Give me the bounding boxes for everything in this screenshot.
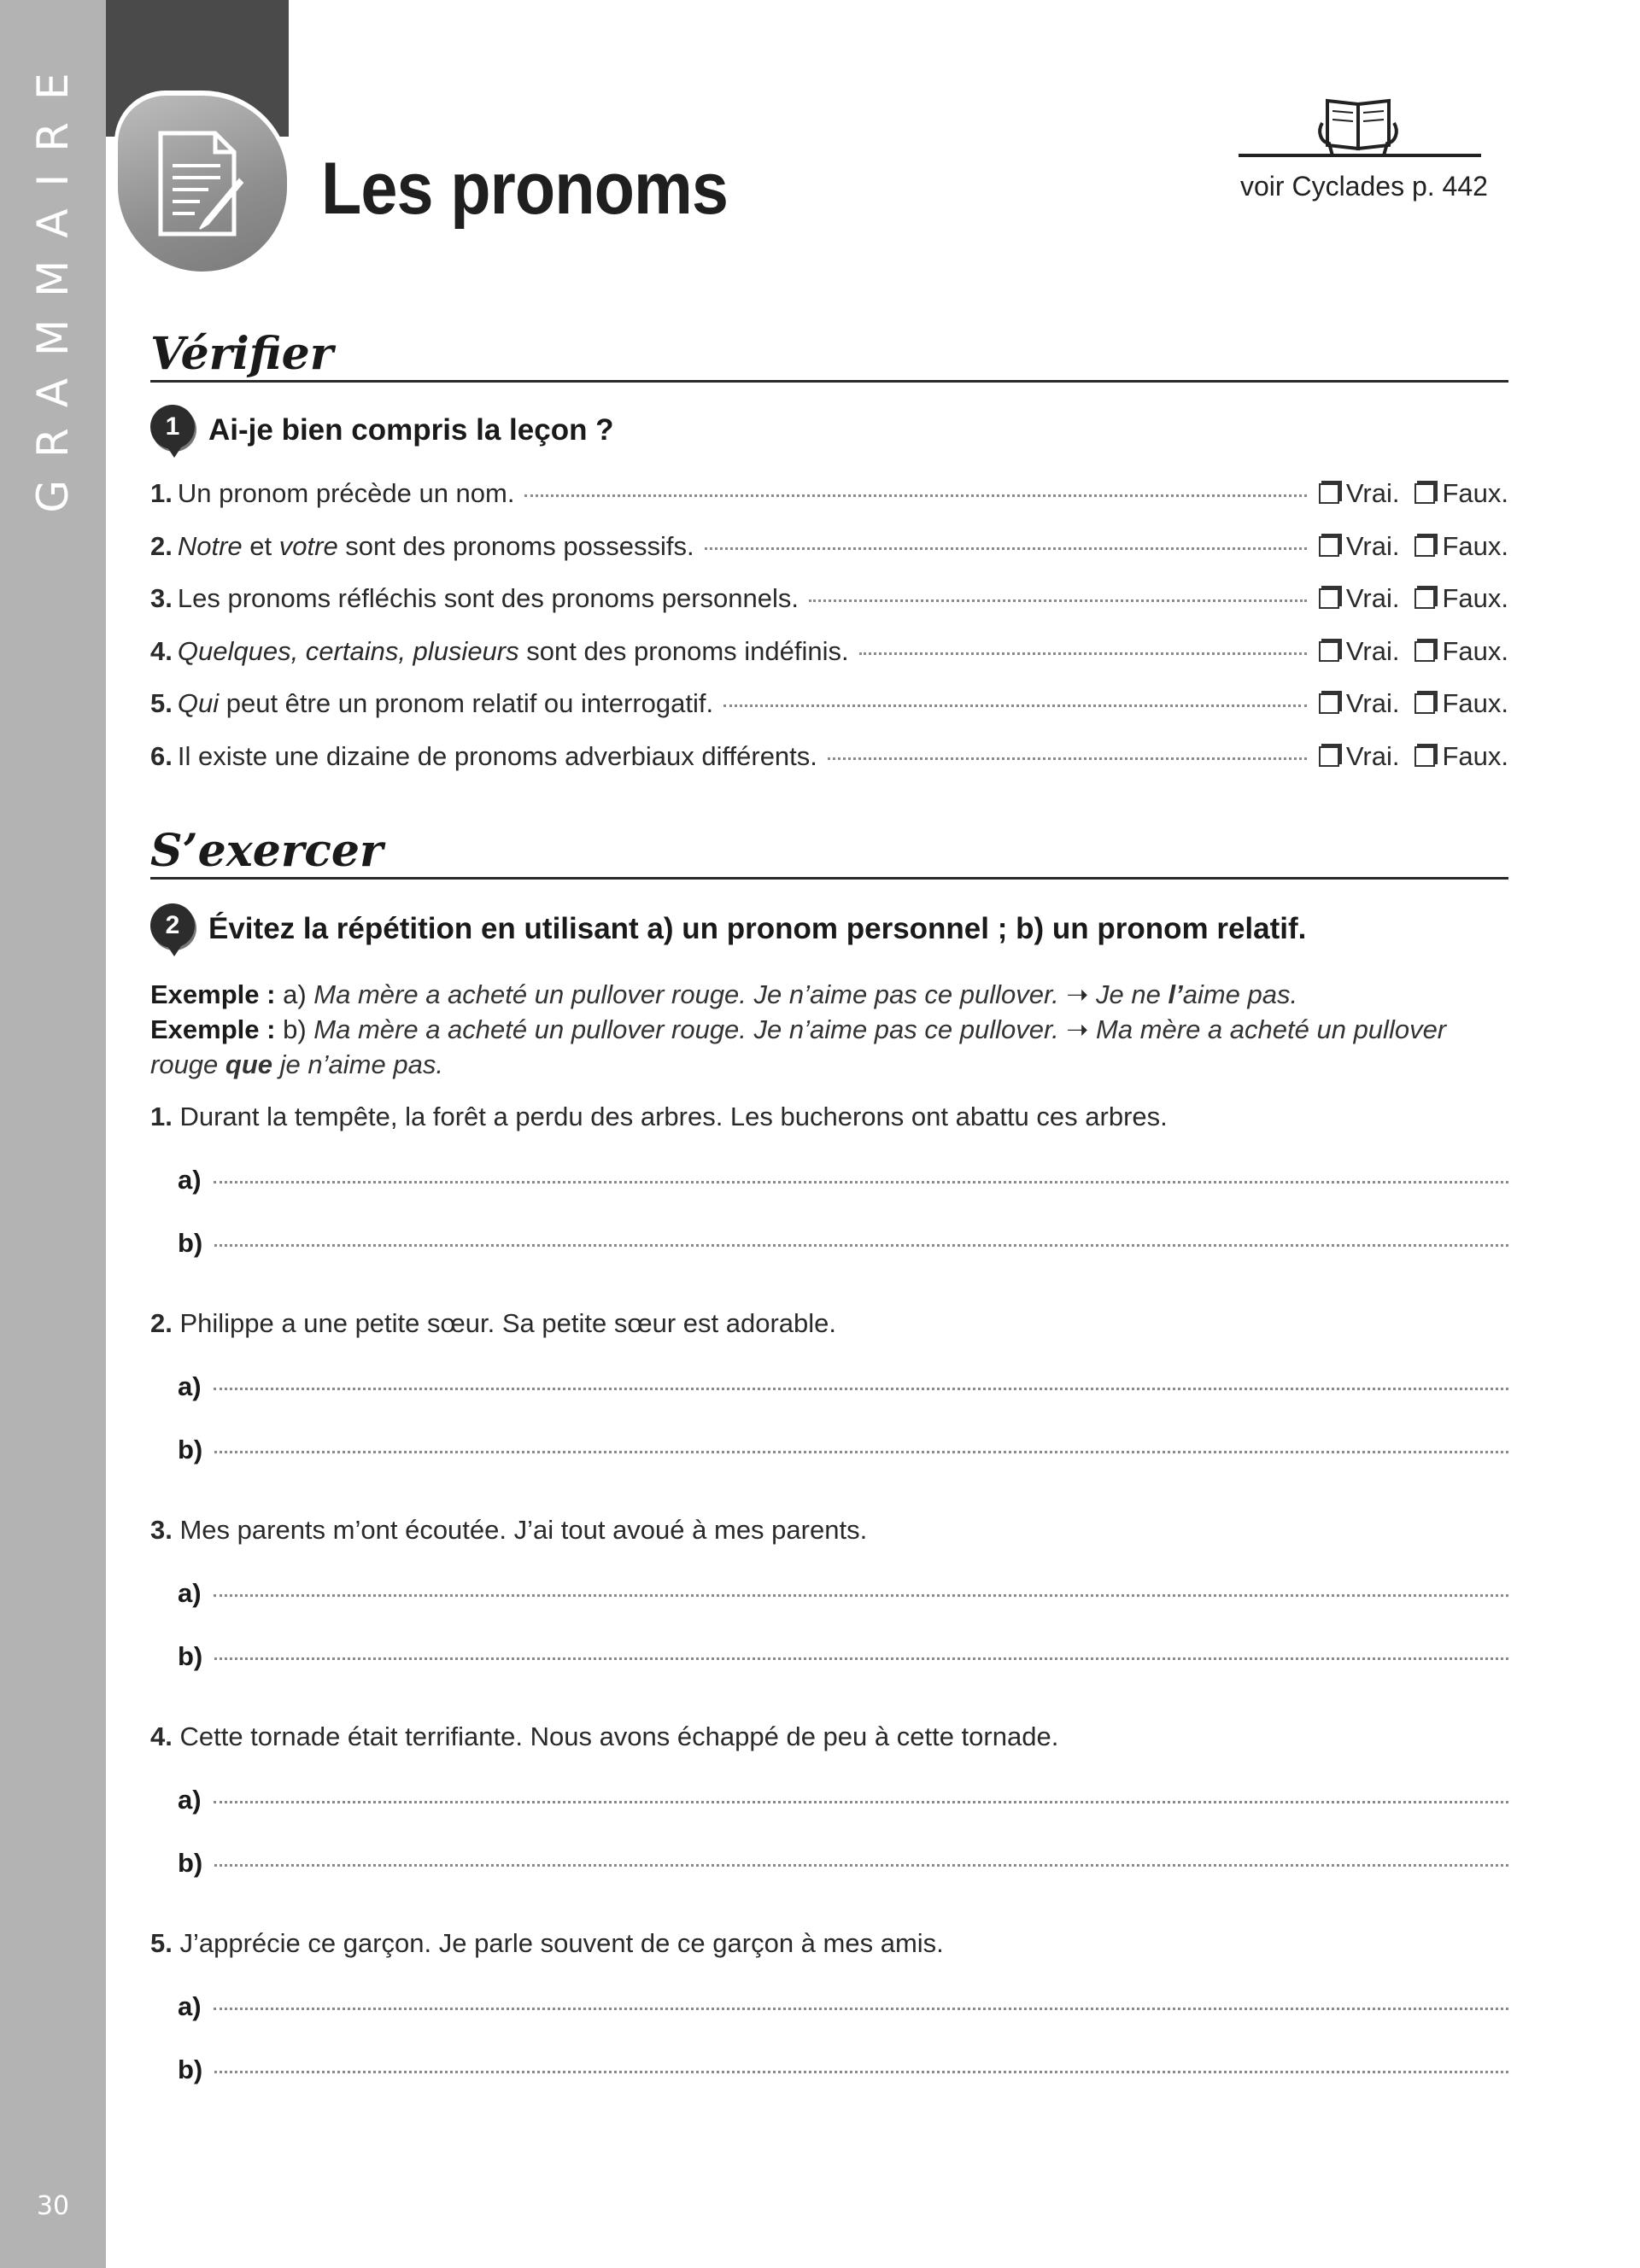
practice-sentence bbox=[150, 1308, 836, 1339]
reference-text: voir Cyclades p. 442 bbox=[1240, 171, 1488, 202]
false-label: Faux. bbox=[1442, 530, 1508, 561]
item-number: 1. bbox=[150, 478, 173, 508]
sentence-text: J’apprécie ce garçon. Je parle souvent de ce garçon à mes amis. bbox=[179, 1928, 944, 1958]
item-number: 1. bbox=[150, 1102, 180, 1131]
answer-line-b[interactable] bbox=[178, 2055, 1508, 2085]
answer-letter: a) bbox=[178, 1371, 202, 1401]
answer-line-a[interactable] bbox=[178, 1165, 1508, 1195]
true-checkbox[interactable] bbox=[1319, 536, 1339, 557]
exercise-title: Évitez la répétition en utilisant a) un pronom personnel ; b) un pronom relatif. bbox=[208, 912, 1307, 945]
statement-text: Notre et votre sont des pronoms possessifs. bbox=[177, 530, 694, 561]
document-pencil-icon bbox=[154, 128, 248, 239]
statement-text: Un pronom précède un nom. bbox=[177, 478, 515, 508]
answer-letter: a) bbox=[178, 1578, 202, 1608]
true-false-row bbox=[150, 583, 1508, 621]
page-number: 30 bbox=[36, 2191, 70, 2221]
answer-line-a[interactable] bbox=[178, 1991, 1508, 2022]
answer-dotted-line[interactable] bbox=[214, 1244, 1508, 1247]
practice-sentence bbox=[150, 1928, 944, 1959]
sentence-text: Cette tornade était terrifiante. Nous avons échappé de peu à cette tornade. bbox=[179, 1721, 1059, 1751]
true-checkbox[interactable] bbox=[1319, 693, 1339, 714]
true-false-choices bbox=[1319, 478, 1508, 509]
answer-line-a[interactable] bbox=[178, 1785, 1508, 1815]
item-number: 3. bbox=[150, 1515, 180, 1545]
answer-letter: a) bbox=[178, 1991, 202, 2021]
answer-dotted-line[interactable] bbox=[214, 1181, 1508, 1184]
answer-letter: b) bbox=[178, 2055, 203, 2084]
statement-text: Qui peut être un pronom relatif ou interrogatif. bbox=[177, 688, 714, 719]
statement-text: Les pronoms réfléchis sont des pronoms personnels. bbox=[177, 583, 800, 614]
answer-dotted-line[interactable] bbox=[214, 2071, 1508, 2073]
true-label: Vrai. bbox=[1345, 635, 1400, 666]
true-label: Vrai. bbox=[1345, 741, 1400, 771]
answer-dotted-line[interactable] bbox=[214, 1451, 1508, 1453]
true-false-row bbox=[150, 688, 1508, 726]
true-false-choices bbox=[1319, 531, 1508, 562]
example-b: Exemple : b) Ma mère a acheté un pullover rouge. Je n’aime pas ce pullover. ➝ Ma mère a acheté un pullover rouge que je n’aime pas. bbox=[150, 1014, 1447, 1079]
practice-sentence bbox=[150, 1102, 1168, 1132]
example-a: Exemple : a) Ma mère a acheté un pullover rouge. Je n’aime pas ce pullover. ➝ Je ne l’aime pas. bbox=[150, 979, 1298, 1009]
dotted-leader bbox=[705, 547, 1307, 550]
true-checkbox[interactable] bbox=[1319, 641, 1339, 662]
answer-letter: b) bbox=[178, 1435, 203, 1464]
dotted-leader bbox=[524, 494, 1306, 497]
answer-dotted-line[interactable] bbox=[214, 1864, 1508, 1867]
false-label: Faux. bbox=[1442, 688, 1508, 719]
true-label: Vrai. bbox=[1345, 688, 1400, 719]
sentence-text: Philippe a une petite sœur. Sa petite sœur est adorable. bbox=[179, 1308, 837, 1338]
practice-sentence bbox=[150, 1721, 1058, 1752]
item-number: 2. bbox=[150, 530, 173, 561]
reading-book-icon bbox=[1239, 89, 1481, 159]
answer-line-b[interactable] bbox=[178, 1848, 1508, 1879]
item-number: 3. bbox=[150, 583, 173, 614]
true-false-row bbox=[150, 636, 1508, 674]
answer-letter: a) bbox=[178, 1785, 202, 1815]
answer-line-b[interactable] bbox=[178, 1228, 1508, 1259]
dotted-leader bbox=[859, 652, 1307, 655]
practice-sentence bbox=[150, 1515, 867, 1546]
answer-dotted-line[interactable] bbox=[214, 1801, 1508, 1803]
answer-dotted-line[interactable] bbox=[214, 2008, 1508, 2010]
true-false-row bbox=[150, 531, 1508, 569]
answer-dotted-line[interactable] bbox=[214, 1657, 1508, 1660]
item-number: 2. bbox=[150, 1308, 180, 1338]
false-checkbox[interactable] bbox=[1414, 641, 1435, 662]
answer-letter: b) bbox=[178, 1228, 203, 1258]
example-block bbox=[150, 977, 1508, 1082]
statement-text: Quelques, certains, plusieurs sont des pronoms indéfinis. bbox=[177, 635, 849, 666]
sidebar-label: GRAMMAIRE bbox=[28, 50, 78, 513]
exercise-number-badge: 2 bbox=[150, 903, 195, 948]
section-heading-verify: Vérifier bbox=[150, 330, 1508, 383]
exercise-title: Ai-je bien compris la leçon ? bbox=[208, 413, 614, 447]
false-label: Faux. bbox=[1442, 741, 1508, 771]
false-label: Faux. bbox=[1442, 478, 1508, 508]
false-checkbox[interactable] bbox=[1414, 483, 1435, 504]
false-checkbox[interactable] bbox=[1414, 536, 1435, 557]
true-false-row bbox=[150, 478, 1508, 516]
false-checkbox[interactable] bbox=[1414, 693, 1435, 714]
answer-line-a[interactable] bbox=[178, 1371, 1508, 1402]
true-label: Vrai. bbox=[1345, 530, 1400, 561]
item-number: 4. bbox=[150, 1721, 180, 1751]
sentence-text: Durant la tempête, la forêt a perdu des arbres. Les bucherons ont abattu ces arbres. bbox=[179, 1102, 1168, 1131]
answer-dotted-line[interactable] bbox=[214, 1388, 1508, 1390]
true-label: Vrai. bbox=[1345, 478, 1400, 508]
answer-dotted-line[interactable] bbox=[214, 1594, 1508, 1597]
dotted-leader bbox=[809, 599, 1307, 602]
item-number: 5. bbox=[150, 1928, 180, 1958]
exercise-number-badge: 1 bbox=[150, 405, 195, 449]
false-checkbox[interactable] bbox=[1414, 588, 1435, 609]
false-checkbox[interactable] bbox=[1414, 746, 1435, 767]
answer-line-a[interactable] bbox=[178, 1578, 1508, 1609]
true-checkbox[interactable] bbox=[1319, 746, 1339, 767]
true-label: Vrai. bbox=[1345, 583, 1400, 614]
false-label: Faux. bbox=[1442, 635, 1508, 666]
answer-line-b[interactable] bbox=[178, 1641, 1508, 1672]
section-heading-practice: S’exercer bbox=[150, 827, 1508, 880]
dotted-leader bbox=[723, 704, 1307, 707]
false-label: Faux. bbox=[1442, 583, 1508, 614]
true-checkbox[interactable] bbox=[1319, 483, 1339, 504]
item-number: 5. bbox=[150, 688, 173, 719]
answer-letter: a) bbox=[178, 1165, 202, 1195]
answer-letter: b) bbox=[178, 1848, 203, 1878]
true-false-choices bbox=[1319, 636, 1508, 667]
dotted-leader bbox=[828, 757, 1307, 760]
true-false-choices bbox=[1319, 688, 1508, 719]
answer-letter: b) bbox=[178, 1641, 203, 1671]
true-false-choices bbox=[1319, 583, 1508, 614]
sentence-text: Mes parents m’ont écoutée. J’ai tout avoué à mes parents. bbox=[179, 1515, 868, 1545]
page-title: Les pronoms bbox=[321, 148, 729, 230]
item-number: 4. bbox=[150, 635, 173, 666]
true-false-row bbox=[150, 741, 1508, 779]
true-checkbox[interactable] bbox=[1319, 588, 1339, 609]
true-false-choices bbox=[1319, 741, 1508, 772]
answer-line-b[interactable] bbox=[178, 1435, 1508, 1465]
statement-text: Il existe une dizaine de pronoms adverbiaux différents. bbox=[177, 741, 817, 771]
item-number: 6. bbox=[150, 741, 173, 771]
